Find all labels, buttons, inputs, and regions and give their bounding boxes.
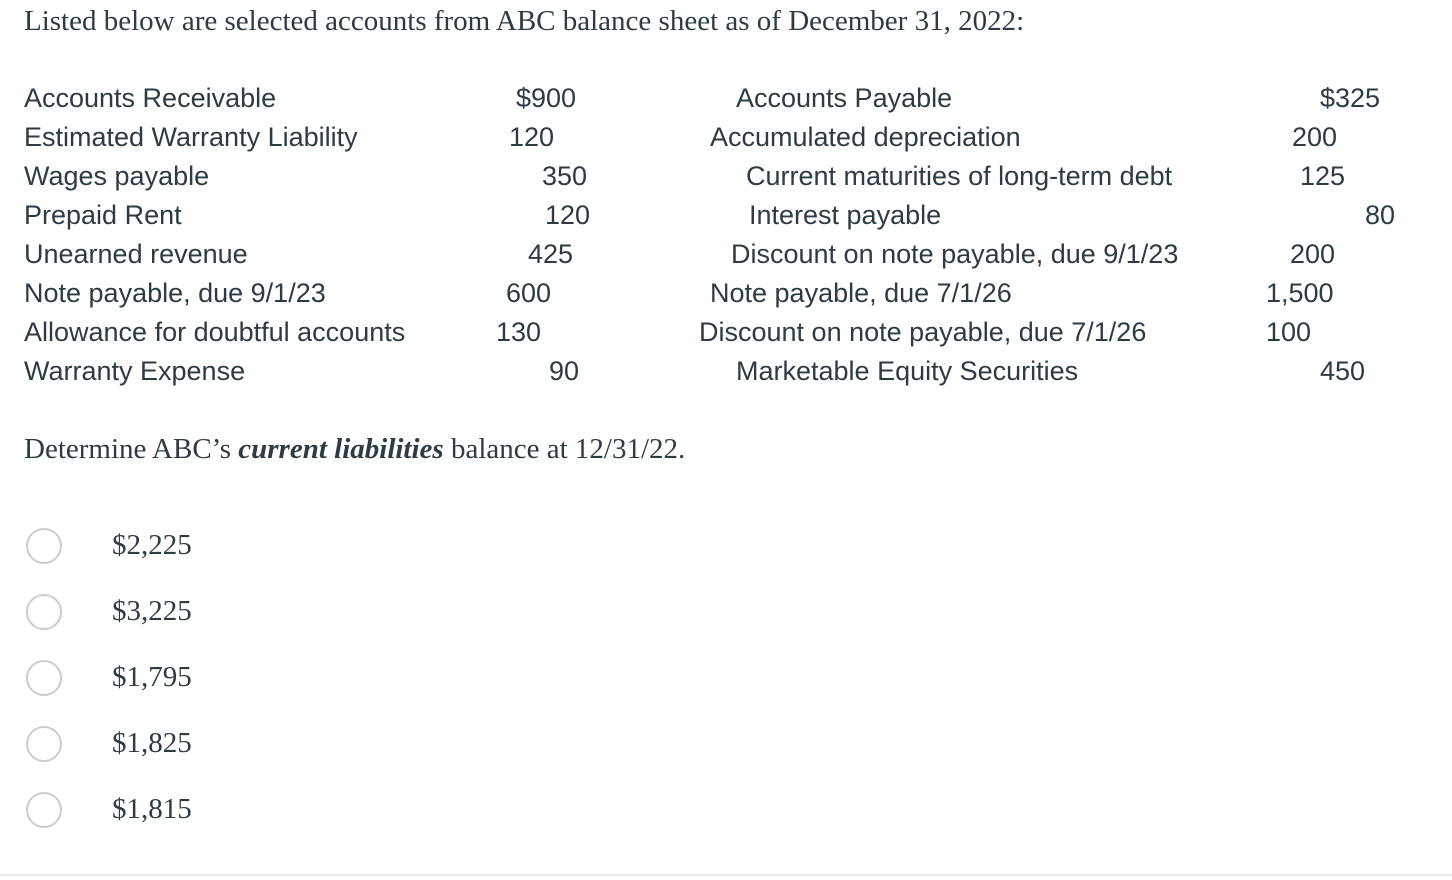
answer-option[interactable] bbox=[26, 658, 192, 698]
left-account-value: 350 bbox=[542, 161, 588, 191]
left-account-value: $900 bbox=[516, 83, 577, 113]
radio-button[interactable] bbox=[26, 660, 62, 696]
right-account-value: 80 bbox=[1365, 200, 1396, 230]
left-account-value: 120 bbox=[545, 200, 591, 230]
question-intro: Listed below are selected accounts from ABC balance sheet as of December 31, 2022: bbox=[24, 5, 1025, 37]
answer-option-label: $1,795 bbox=[112, 661, 192, 693]
right-account-value: 200 bbox=[1290, 239, 1336, 269]
right-account-value: 450 bbox=[1320, 356, 1366, 386]
left-account-name: Unearned revenue bbox=[24, 239, 248, 269]
answer-option[interactable] bbox=[26, 592, 192, 632]
left-account-name: Prepaid Rent bbox=[24, 200, 182, 230]
radio-button[interactable] bbox=[26, 528, 62, 564]
right-account-value: 200 bbox=[1292, 122, 1338, 152]
answer-option[interactable] bbox=[26, 526, 192, 566]
answer-option-label: $1,825 bbox=[112, 727, 192, 759]
left-account-name: Accounts Receivable bbox=[24, 83, 277, 113]
question-text bbox=[24, 432, 685, 466]
right-account-name: Accounts Payable bbox=[736, 83, 953, 113]
left-account-name: Warranty Expense bbox=[24, 356, 246, 386]
answer-option-label: $3,225 bbox=[112, 595, 192, 627]
left-account-name: Allowance for doubtful accounts bbox=[24, 317, 406, 347]
question-prefix: Determine ABC’s bbox=[24, 433, 239, 465]
answer-option[interactable] bbox=[26, 724, 192, 764]
right-account-name: Discount on note payable, due 7/1/26 bbox=[699, 317, 1147, 347]
left-account-value: 130 bbox=[496, 317, 542, 347]
left-account-name: Estimated Warranty Liability bbox=[24, 122, 358, 152]
answer-option[interactable] bbox=[26, 790, 192, 830]
right-account-name: Marketable Equity Securities bbox=[736, 356, 1079, 386]
left-account-name: Note payable, due 9/1/23 bbox=[24, 278, 326, 308]
left-account-value: 90 bbox=[549, 356, 580, 386]
left-account-value: 425 bbox=[528, 239, 574, 269]
divider bbox=[0, 874, 1452, 876]
right-account-name: Current maturities of long-term debt bbox=[746, 161, 1173, 191]
radio-button[interactable] bbox=[26, 726, 62, 762]
right-account-value: 1,500 bbox=[1266, 278, 1334, 308]
right-account-value: 125 bbox=[1300, 161, 1346, 191]
right-account-value: 100 bbox=[1266, 317, 1312, 347]
question-emphasis: current liabilities bbox=[238, 433, 444, 465]
right-account-value: $325 bbox=[1320, 83, 1381, 113]
question-suffix: balance at 12/31/22. bbox=[443, 433, 686, 465]
radio-button[interactable] bbox=[26, 792, 62, 828]
right-account-name: Discount on note payable, due 9/1/23 bbox=[731, 239, 1179, 269]
right-account-name: Interest payable bbox=[749, 200, 942, 230]
radio-button[interactable] bbox=[26, 594, 62, 630]
right-account-name: Note payable, due 7/1/26 bbox=[710, 278, 1012, 308]
left-account-value: 120 bbox=[509, 122, 555, 152]
right-account-name: Accumulated depreciation bbox=[710, 122, 1021, 152]
left-account-name: Wages payable bbox=[24, 161, 210, 191]
answer-option-label: $1,815 bbox=[112, 793, 192, 825]
answer-option-label: $2,225 bbox=[112, 529, 192, 561]
left-account-value: 600 bbox=[506, 278, 552, 308]
